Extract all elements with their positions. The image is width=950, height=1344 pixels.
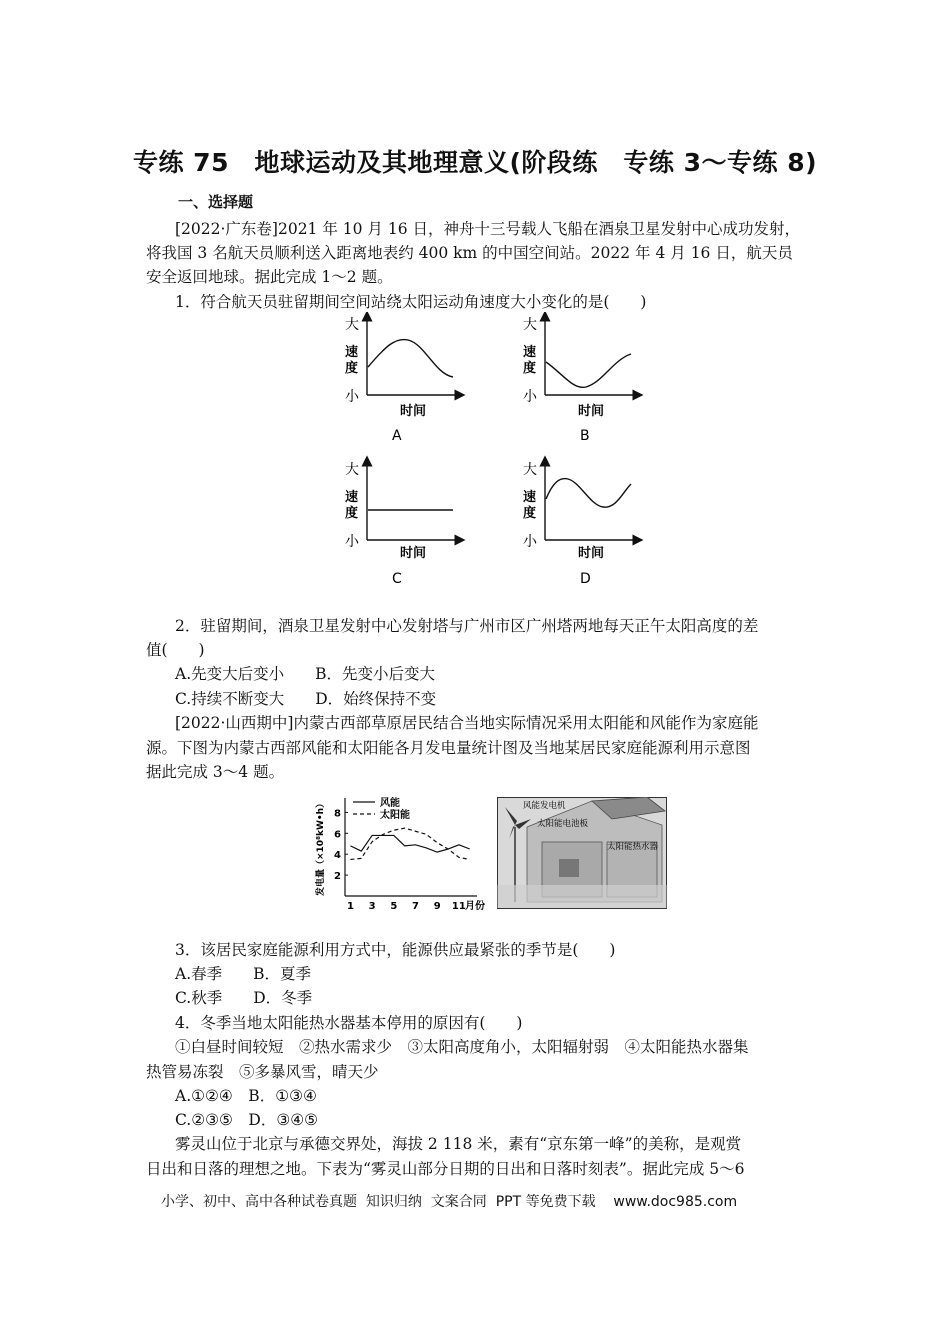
question-3-options-1: A.春季 B．夏季 [175,965,312,983]
graph-a-speed: 速度 [345,345,359,376]
graph-b-big: 大 [523,317,537,333]
house-illustration-drawing [497,797,667,909]
graph-b-speed: 速度 [523,345,537,376]
intro3-line-2: 日出和日落的理想之地。下表为“雾灵山部分日期的日出和日落时刻表”。据此完成 5～6 [146,1160,745,1178]
intro1-line-2: 将我国 3 名航天员顺利送入距离地表约 400 km 的中国空间站。2022 年 4 月 16 日，航天员 [146,244,793,262]
graph-a-small: 小 [345,389,359,405]
y-tick-label: 4 [334,850,341,862]
graph-d-letter: D [580,571,591,587]
question-4: 4．冬季当地太阳能热水器基本停用的原因有( ) [175,1014,523,1032]
graph-d-small: 小 [523,534,537,550]
question-4-options-1: A.①②④ B．①③④ [175,1087,317,1105]
graph-c-small: 小 [345,534,359,550]
house-illustration [497,797,667,909]
question-4-options-2: C.②③⑤ D．③④⑤ [175,1111,319,1129]
graph-b-time: 时间 [578,404,605,419]
graph-a-big: 大 [345,317,359,333]
question-4-items-1: ①白昼时间较短 ②热水需求少 ③太阳高度角小，太阳辐射弱 ④太阳能热水器集 [175,1038,749,1056]
graph-a [345,316,460,444]
graph-d-big: 大 [523,462,537,478]
graph-c-speed: 速度 [345,490,359,521]
y-axis-label: 发电量（×10⁸kW•h） [316,798,326,896]
page-footer: 小学、初中、高中各种试卷真题 知识归纳 文案合同 PPT 等免费下载 www.doc985.com [161,1194,738,1210]
x-tick-label: 5 [390,901,398,912]
graph-a-time: 时间 [400,404,427,419]
speed-graphs [330,312,650,597]
y-tick-label: 8 [334,808,341,820]
label-solar-panel: 太阳能电池板 [537,819,589,829]
graph-b [523,316,638,444]
intro2-line-3: 据此完成 3～4 题。 [146,763,285,781]
question-2-line-1: 2．驻留期间，酒泉卫星发射中心发射塔与广州市区广州塔两地每天正午太阳高度的差 [175,617,759,635]
intro3-line-1: 雾灵山位于北京与承德交界处，海拔 2 118 米，素有“京东第一峰”的美称，是观赏 [175,1135,742,1153]
legend-label: 风能 [380,798,400,809]
question-2-options-1: A.先变大后变小 B．先变小后变大 [175,665,436,683]
graph-d-time: 时间 [578,546,605,561]
question-2-options-2: C.持续不断变大 D．始终保持不变 [175,690,437,708]
question-2-line-2: 值( ) [146,641,205,659]
legend-label: 太阳能 [380,810,410,821]
y-tick-label: 6 [334,829,341,841]
question-1: 1．符合航天员驻留期间空间站绕太阳运动角速度大小变化的是( ) [175,293,647,311]
x-tick-label: 7 [412,901,419,912]
question-3: 3．该居民家庭能源利用方式中，能源供应最紧张的季节是( ) [175,941,616,959]
x-tick-label: 9 [433,901,441,912]
graph-b-letter: B [580,428,590,444]
label-wind-generator: 风能发电机 [523,801,566,811]
graph-b-small: 小 [523,389,537,405]
graph-c-big: 大 [345,462,359,478]
graph-c [345,461,460,587]
graph-d [523,461,638,587]
graph-c-letter: C [392,571,402,587]
graph-c-time: 时间 [400,546,427,561]
y-tick-label: 2 [334,871,341,883]
intro1-line-3: 安全返回地球。据此完成 1～2 题。 [146,268,393,286]
chart-plot [314,796,485,912]
intro1-line-1: [2022·广东卷]2021 年 10 月 16 日，神舟十三号载人飞船在酒泉卫星发射中心成功发射， [175,220,800,238]
series-line-solar [350,828,469,859]
question-3-options-2: C.秋季 D．冬季 [175,989,313,1007]
section-heading: 一、选择题 [178,193,254,211]
graph-a-letter: A [392,428,402,444]
question-4-items-2: 热管易冻裂 ⑤多暴风雪，晴天少 [146,1063,379,1081]
series-line-wind [350,835,469,852]
label-solar-heater: 太阳能热水器 [607,842,659,852]
x-axis-label: 月份 [465,901,485,912]
page-title: 专练 75 地球运动及其地理意义(阶段练 专练 3～专练 8) [132,148,818,177]
intro2-line-2: 源。下图为内蒙古西部风能和太阳能各月发电量统计图及当地某居民家庭能源利用示意图 [146,739,751,757]
x-tick-label: 3 [368,901,376,912]
graph-d-speed: 速度 [523,490,537,521]
x-tick-label: 1 [346,901,354,912]
x-tick-label: 11 [451,901,466,912]
intro2-line-1: [2022·山西期中]内蒙古西部草原居民结合当地实际情况采用太阳能和风能作为家庭能 [175,714,759,732]
power-chart [308,792,493,912]
